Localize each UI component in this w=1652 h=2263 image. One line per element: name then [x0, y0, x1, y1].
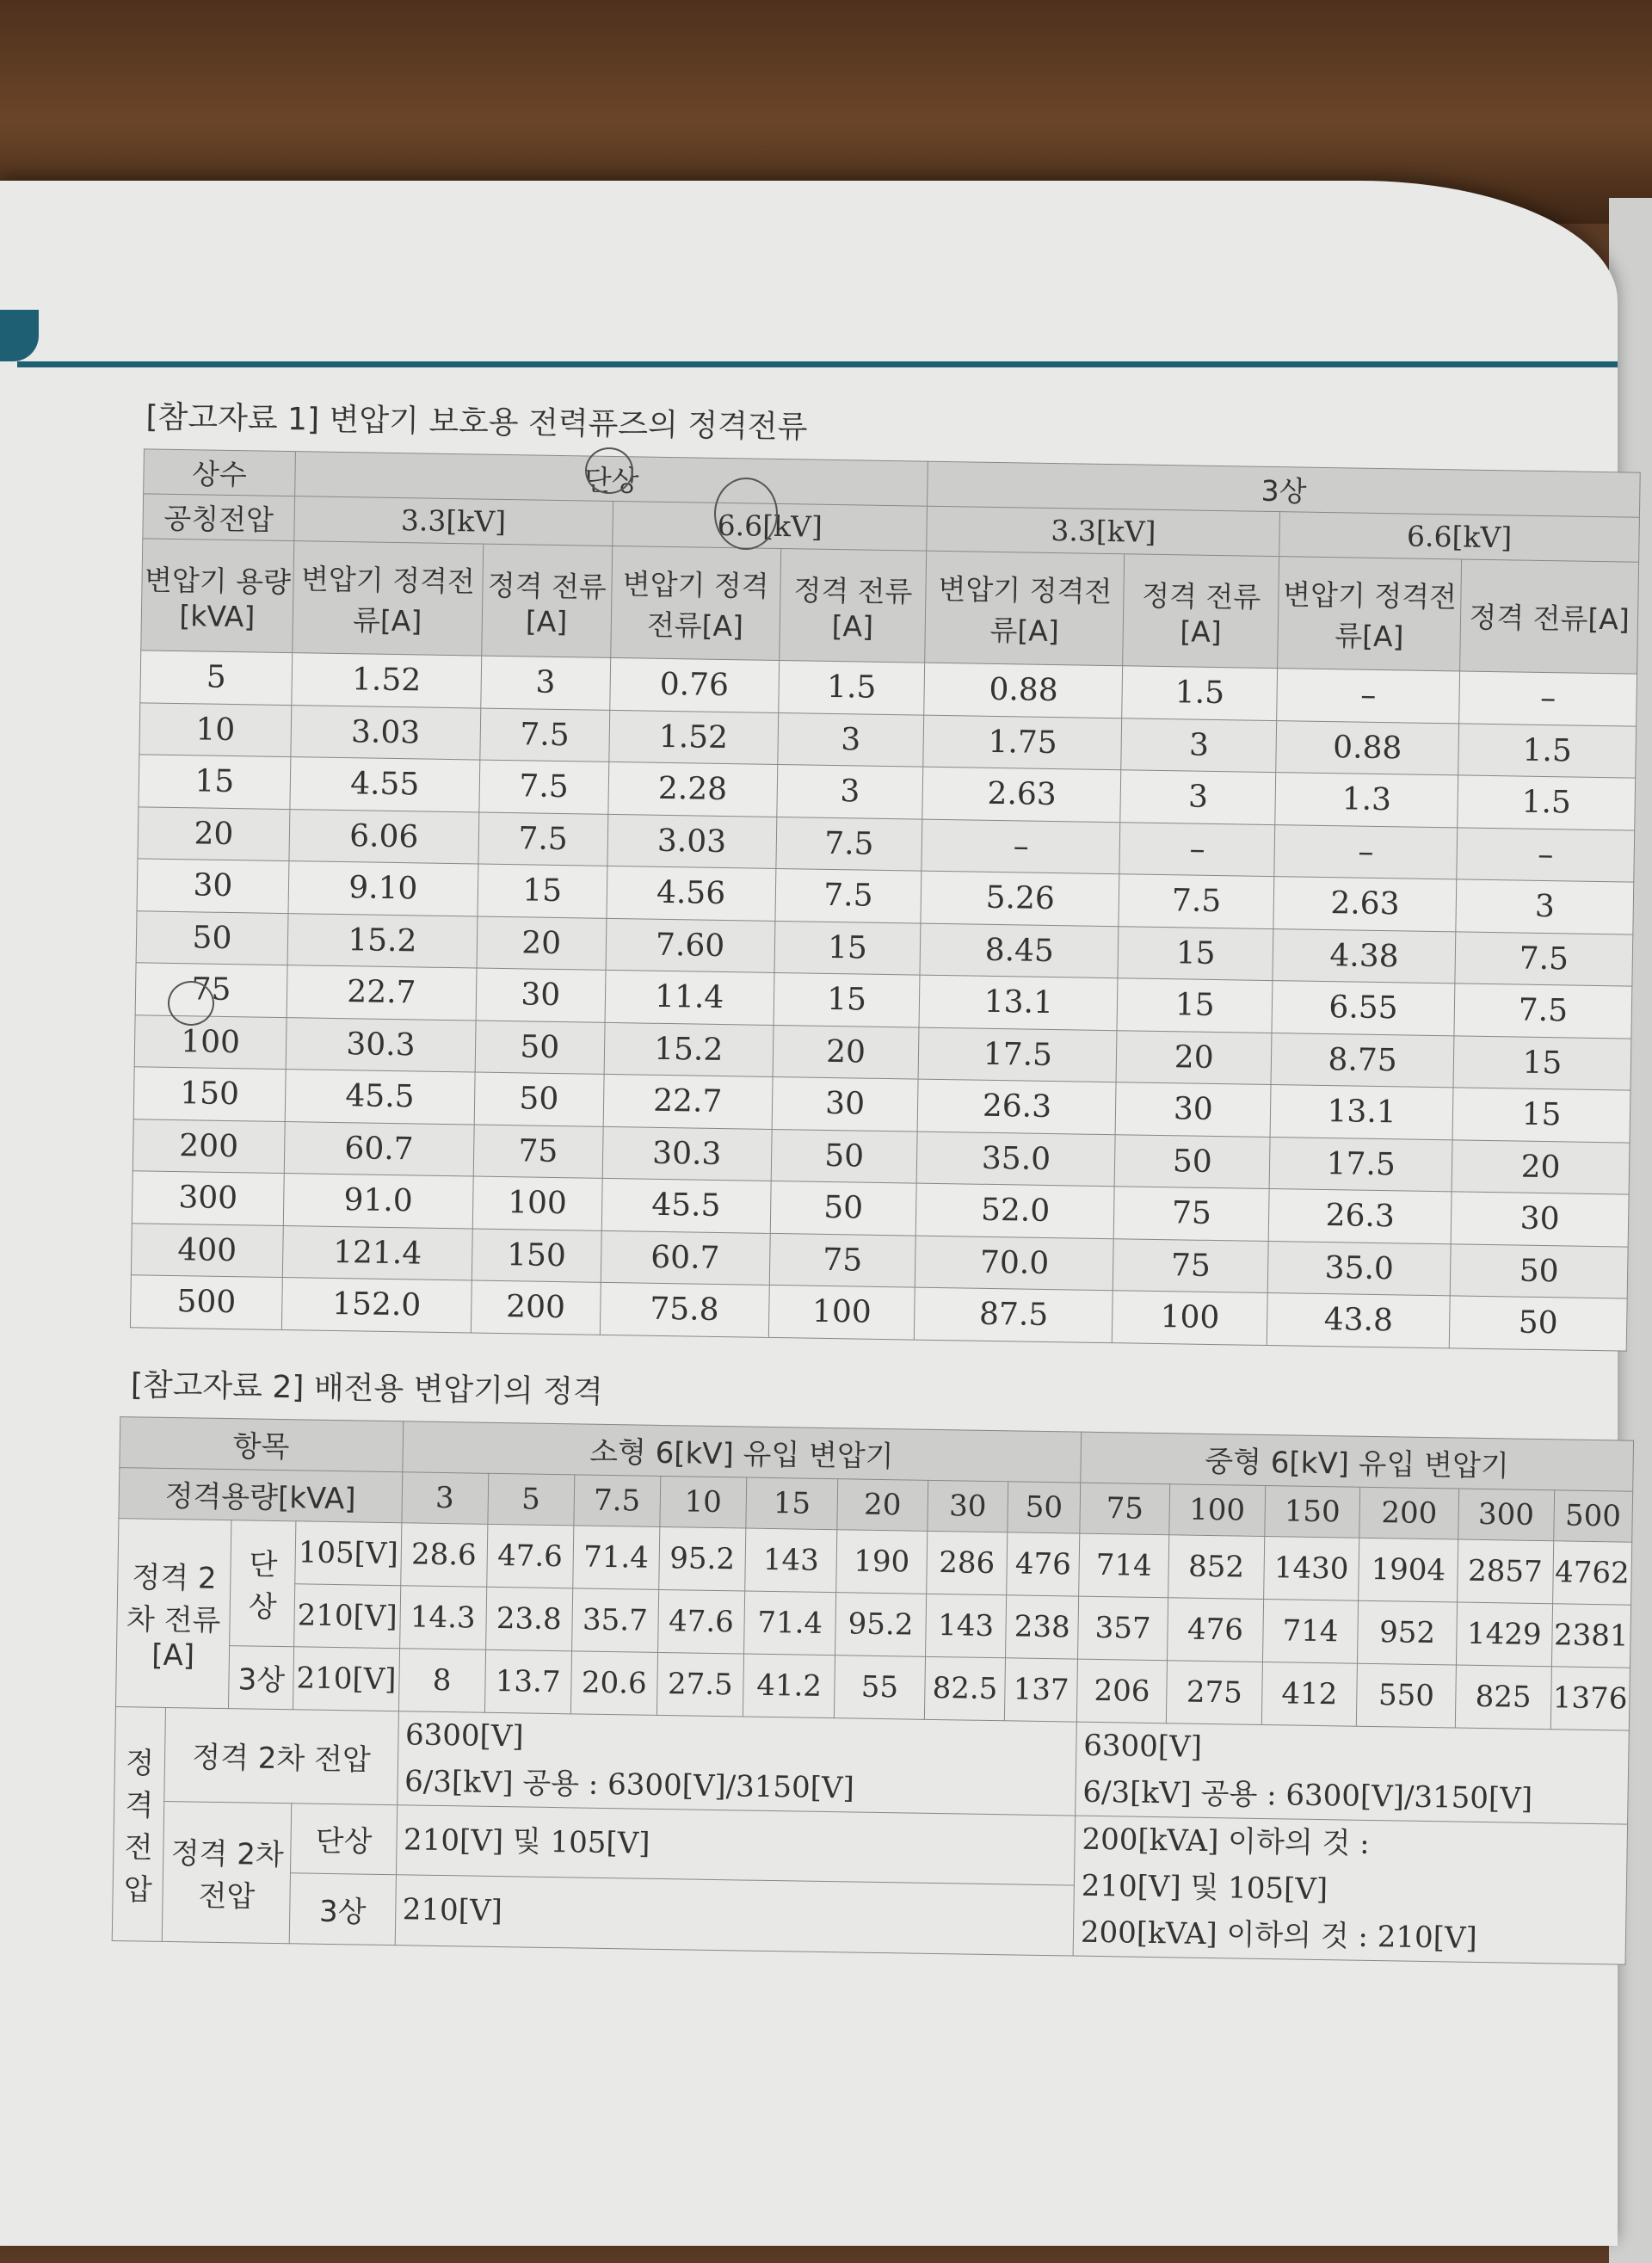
table-cell: 43.8	[1267, 1293, 1450, 1348]
medium-note-3: 200[kVA] 이하의 것 : 210[V]	[1080, 1915, 1478, 1956]
current-cell: 550	[1357, 1663, 1457, 1728]
header-trans-current: 변압기 정격전류[A]	[1278, 557, 1462, 671]
header-phase: 상수	[144, 449, 296, 496]
label-three-phase-voltage: 3상	[290, 1873, 396, 1945]
current-cell: 47.6	[657, 1589, 744, 1654]
table-cell: 30.3	[286, 1017, 476, 1072]
current-cell: 41.2	[743, 1654, 835, 1718]
small-single-phase-voltage: 210[V] 및 105[V]	[396, 1804, 1076, 1885]
table-cell: 35.0	[1267, 1241, 1451, 1296]
header-small-transformer: 소형 6[kV] 유입 변압기	[402, 1421, 1081, 1482]
table-cell: 15.2	[287, 913, 478, 968]
current-cell: 28.6	[400, 1522, 487, 1587]
table-cell: –	[1277, 669, 1460, 724]
table-cell: 1.3	[1275, 773, 1458, 828]
table-cell: 1.75	[923, 715, 1122, 770]
current-cell: 2857	[1458, 1539, 1554, 1604]
table-cell: 100	[472, 1176, 602, 1230]
current-cell: 27.5	[656, 1652, 743, 1717]
table-cell: 1.5	[1458, 775, 1636, 830]
table-cell: 15.2	[604, 1022, 774, 1077]
table-cell: 7.5	[479, 760, 609, 814]
table-cell: 22.7	[287, 965, 477, 1021]
medium-sec-v-line2: 6/3[kV] 공용 : 6300[V]/3150[V]	[1082, 1774, 1533, 1816]
medium-note-1: 200[kVA] 이하의 것 :	[1082, 1822, 1370, 1861]
small-sec-v-line2: 6/3[kV] 공용 : 6300[V]/3150[V]	[404, 1763, 855, 1806]
table-cell: 2.28	[608, 762, 778, 817]
table-cell: 3	[481, 656, 611, 710]
label-single-phase-voltage: 단상	[291, 1803, 397, 1874]
table-cell: 75	[1114, 1187, 1270, 1241]
medium-secondary-voltage	[1076, 1722, 1630, 1824]
current-cell: 2381	[1551, 1603, 1631, 1667]
table-cell: 3.03	[291, 705, 481, 760]
current-cell: 714	[1079, 1533, 1169, 1598]
table-cell: 0.88	[1276, 720, 1459, 775]
capacity-header: 150	[1264, 1485, 1359, 1538]
table-cell: 150	[472, 1228, 601, 1282]
header-nominal-voltage: 공칭전압	[143, 494, 295, 541]
table-cell: 20	[1116, 1030, 1272, 1084]
current-cell: 952	[1358, 1600, 1458, 1665]
table-cell: 52.0	[916, 1183, 1115, 1238]
table-cell: 87.5	[915, 1287, 1113, 1342]
capacity-header: 300	[1458, 1489, 1554, 1541]
table-cell: 20	[773, 1025, 920, 1079]
table-cell: 60.7	[284, 1121, 474, 1176]
current-cell: 190	[836, 1529, 927, 1594]
label-210v: 210[V]	[294, 1583, 400, 1648]
current-cell: 95.2	[835, 1592, 926, 1656]
table-cell: 2.63	[922, 767, 1121, 822]
current-cell: 357	[1077, 1596, 1168, 1661]
table-cell: 100	[1113, 1291, 1268, 1345]
table-cell: 100	[134, 1014, 287, 1069]
table-cell: 15	[1118, 926, 1273, 980]
table-cell: 17.5	[1269, 1137, 1452, 1192]
header-three-3-3kv: 3.3[kV]	[927, 506, 1280, 556]
table-cell: 50	[1449, 1296, 1627, 1351]
capacity-header: 50	[1008, 1481, 1080, 1532]
label-secondary-voltage: 정격 2차 전압	[164, 1707, 398, 1804]
table-cell: 50	[1114, 1134, 1270, 1188]
current-cell: 143	[745, 1528, 838, 1593]
table-cell: 13.1	[1270, 1085, 1453, 1140]
label-three-phase: 3상	[229, 1645, 294, 1709]
current-cell: 71.4	[743, 1591, 836, 1656]
table-cell: 75	[769, 1233, 916, 1287]
current-cell: 47.6	[486, 1524, 573, 1588]
reference-2-title: [참고자료 2] 배전용 변압기의 정격	[130, 1366, 603, 1410]
pen-circle-mark	[714, 478, 778, 550]
table-cell: 150	[133, 1067, 286, 1121]
table-cell: 35.0	[917, 1132, 1116, 1187]
current-cell: 82.5	[924, 1656, 1006, 1720]
distribution-transformer-table	[112, 1416, 1634, 1965]
label-secondary-voltage-2: 정격 2차 전압	[163, 1801, 293, 1943]
table-cell: 152.0	[281, 1278, 472, 1333]
table-cell: 121.4	[282, 1225, 472, 1280]
reference-1-title: [참고자료 1] 변압기 보호용 전력퓨즈의 정격전류	[145, 399, 808, 446]
header-single-phase: 단상	[295, 452, 928, 507]
current-cell: 412	[1261, 1662, 1358, 1726]
table-cell: 2.63	[1273, 877, 1457, 932]
table-cell: 1.5	[1122, 666, 1278, 720]
current-cell: 13.7	[484, 1649, 571, 1714]
table-cell: 3	[1120, 770, 1276, 824]
capacity-header: 15	[746, 1477, 838, 1530]
table-cell: 7.60	[606, 918, 775, 973]
table-cell: 3	[777, 712, 924, 767]
table-cell: 4.55	[290, 757, 480, 812]
current-cell: 852	[1168, 1534, 1265, 1599]
table-cell: 100	[768, 1285, 915, 1339]
table-cell: 20	[138, 806, 290, 860]
current-cell: 14.3	[399, 1585, 486, 1649]
table-cell: 500	[130, 1275, 282, 1329]
header-rated-current: 정격 전류[A]	[482, 544, 613, 657]
table-cell: 15	[139, 755, 291, 809]
label-105v: 105[V]	[295, 1520, 401, 1585]
table-cell: 7.5	[1119, 874, 1274, 928]
header-trans-current: 변압기 정격전류[A]	[925, 551, 1125, 666]
header-three-phase: 3상	[928, 461, 1640, 517]
label-single-phase: 단 상	[230, 1520, 296, 1646]
current-cell: 476	[1007, 1532, 1080, 1595]
label-rated-voltage: 정 격 전 압	[112, 1706, 166, 1941]
current-cell: 55	[835, 1655, 925, 1719]
header-single-3-3kv: 3.3[kV]	[294, 496, 613, 546]
capacity-header: 3	[401, 1471, 488, 1524]
table-cell: 200	[133, 1119, 285, 1173]
header-three-6-6kv: 6.6[kV]	[1279, 512, 1640, 563]
table-cell: 5	[140, 651, 293, 705]
table-cell: 50	[136, 910, 288, 965]
capacity-header: 5	[488, 1473, 575, 1526]
capacity-header: 75	[1080, 1483, 1170, 1535]
current-cell: 23.8	[485, 1587, 572, 1651]
current-cell: 206	[1076, 1659, 1167, 1723]
table-cell: 30	[772, 1076, 919, 1131]
table-cell: 30	[1451, 1192, 1629, 1247]
header-rule	[17, 361, 1618, 367]
table-cell: 7.5	[1455, 931, 1633, 986]
table-cell: 50	[771, 1129, 918, 1183]
current-cell: 71.4	[572, 1525, 659, 1589]
medium-sec-v-line1: 6300[V]	[1082, 1728, 1203, 1765]
label-secondary-current: 정격 2차 전류 [A]	[116, 1518, 232, 1708]
page-content	[45, 392, 1630, 1964]
table-cell: 1.52	[609, 710, 779, 765]
table-cell: 15	[774, 972, 921, 1027]
table-cell: 17.5	[919, 1027, 1118, 1082]
table-cell: 20	[1452, 1139, 1630, 1194]
capacity-header: 30	[927, 1480, 1008, 1532]
capacity-header: 10	[660, 1476, 747, 1528]
current-cell: 1430	[1263, 1536, 1359, 1600]
table-cell: –	[1119, 822, 1275, 876]
table-cell: 7.5	[1454, 984, 1632, 1039]
current-cell: 4762	[1552, 1540, 1632, 1604]
table-cell: –	[1457, 827, 1635, 882]
header-capacity: 변압기 용량[kVA]	[141, 539, 294, 653]
table-cell: 75.8	[600, 1282, 769, 1337]
table-cell: 6.55	[1272, 981, 1455, 1036]
small-secondary-voltage	[397, 1711, 1076, 1815]
capacity-header: 500	[1553, 1489, 1632, 1541]
capacity-header: 7.5	[574, 1474, 661, 1526]
table-cell: 75	[473, 1125, 603, 1179]
table-cell: 7.5	[480, 708, 610, 762]
current-cell: 1429	[1456, 1602, 1552, 1667]
table-cell: 6.06	[289, 809, 479, 864]
current-cell: 1904	[1359, 1538, 1458, 1602]
current-cell: 714	[1262, 1599, 1359, 1663]
medium-note-2: 210[V] 및 105[V]	[1081, 1868, 1328, 1907]
current-cell: 238	[1006, 1594, 1079, 1658]
table-cell: 5.26	[921, 871, 1119, 926]
table-cell: 70.0	[915, 1236, 1114, 1291]
table-cell: 15	[1452, 1088, 1630, 1143]
table-cell: 50	[475, 1021, 605, 1075]
current-cell: 286	[926, 1531, 1008, 1594]
table-cell: 300	[132, 1171, 284, 1225]
header-trans-current: 변압기 정격전류[A]	[610, 546, 780, 660]
table-cell: 22.7	[603, 1074, 773, 1129]
table-cell: 4.38	[1273, 928, 1456, 984]
table-cell: 3	[1121, 718, 1277, 772]
table-cell: 3.03	[607, 814, 777, 869]
table-cell: 20	[477, 916, 607, 971]
table-cell: 3	[776, 764, 923, 818]
fuse-rating-table	[130, 448, 1641, 1351]
current-cell: 95.2	[659, 1526, 746, 1591]
header-single-6-6kv: 6.6[kV]	[612, 501, 928, 551]
table-cell: 11.4	[605, 970, 774, 1025]
header-rated-capacity: 정격용량[kVA]	[119, 1467, 402, 1522]
current-cell: 20.6	[570, 1650, 657, 1715]
table-cell: 10	[139, 702, 292, 756]
small-sec-v-line1: 6300[V]	[404, 1717, 524, 1754]
capacity-header: 20	[837, 1478, 928, 1531]
current-cell: 476	[1168, 1597, 1264, 1662]
current-cell: 143	[925, 1594, 1007, 1657]
table-cell: 50	[474, 1072, 604, 1126]
table-cell: 13.1	[919, 975, 1118, 1030]
header-rated-current: 정격 전류[A]	[1123, 554, 1279, 669]
current-cell: 275	[1167, 1660, 1263, 1724]
table-cell: 91.0	[283, 1174, 473, 1229]
table-cell: 4.56	[607, 866, 776, 921]
table-cell: 15	[774, 921, 922, 975]
table-cell: 7.5	[478, 812, 608, 866]
table-cell: 45.5	[601, 1178, 771, 1233]
current-cell: 825	[1455, 1665, 1551, 1730]
table-cell: –	[1459, 671, 1637, 726]
capacity-header: 200	[1359, 1487, 1459, 1539]
table-cell: 75	[135, 963, 287, 1017]
table-cell: 30	[476, 968, 606, 1022]
current-cell: 8	[398, 1648, 485, 1712]
table-cell: 0.88	[924, 663, 1123, 718]
table-cell: 1.5	[778, 661, 925, 715]
table-cell: 7.5	[775, 868, 922, 922]
table-cell: 30	[137, 859, 289, 913]
table-cell: 26.3	[1268, 1189, 1452, 1244]
table-cell: 75	[1113, 1238, 1269, 1292]
header-trans-current: 변압기 정격전류[A]	[293, 541, 484, 656]
table-cell: 8.75	[1271, 1033, 1454, 1088]
medium-voltage-notes	[1073, 1816, 1628, 1964]
pen-circle-mark	[585, 447, 633, 494]
table-cell: 9.10	[288, 861, 478, 916]
label-210v: 210[V]	[293, 1646, 399, 1711]
current-cell: 35.7	[571, 1588, 658, 1652]
header-medium-transformer: 중형 6[kV] 유입 변압기	[1081, 1432, 1634, 1491]
current-cell: 1376	[1550, 1666, 1630, 1730]
capacity-header: 100	[1169, 1483, 1265, 1536]
current-cell: 137	[1005, 1657, 1078, 1721]
header-rated-current: 정격 전류[A]	[779, 549, 927, 663]
table-cell: 30	[1115, 1082, 1271, 1137]
table-cell: 3	[1456, 879, 1634, 934]
header-item: 항목	[120, 1416, 403, 1471]
table-cell: 50	[770, 1181, 917, 1235]
table-cell: –	[922, 819, 1120, 874]
table-cell: 1.52	[292, 653, 482, 708]
table-cell: 1.5	[1458, 723, 1637, 778]
table-cell: 60.7	[601, 1230, 770, 1286]
table-cell: 8.45	[920, 923, 1119, 978]
table-cell: 200	[471, 1280, 601, 1335]
table-cell: 15	[478, 864, 607, 918]
table-cell: 400	[131, 1223, 283, 1277]
table-cell: 15	[1453, 1035, 1631, 1090]
table-cell: 0.76	[609, 657, 779, 712]
small-three-phase-voltage: 210[V]	[395, 1875, 1075, 1956]
table-cell: 15	[1117, 978, 1273, 1033]
table-cell: 7.5	[775, 817, 922, 871]
pen-circle-mark	[168, 981, 214, 1026]
table-cell: 30.3	[602, 1126, 772, 1181]
table-cell: 45.5	[285, 1070, 475, 1125]
table-cell: –	[1274, 824, 1458, 879]
table-cell: 50	[1450, 1243, 1628, 1298]
table-cell: 26.3	[918, 1079, 1117, 1134]
header-rated-current: 정격 전류[A]	[1460, 559, 1639, 674]
